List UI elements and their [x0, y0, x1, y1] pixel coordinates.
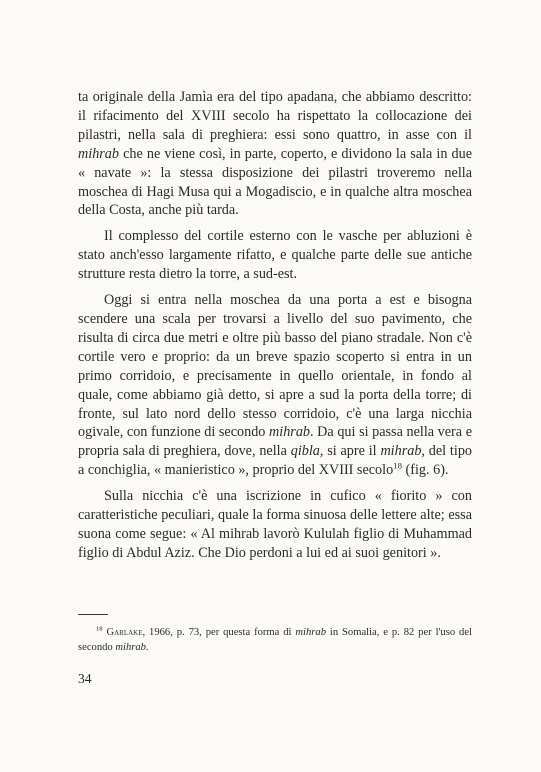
- italic-term: qibla,: [290, 443, 324, 460]
- body-text: [78, 88, 472, 563]
- italic-term: mihrab.: [115, 642, 149, 653]
- italic-term: mihrab: [78, 145, 119, 162]
- paragraph-3: [78, 291, 472, 480]
- footnote-reference: 18: [393, 460, 402, 471]
- footnote-number: 18: [96, 625, 103, 633]
- italic-term: mihrab,: [380, 443, 425, 460]
- text-run: del tipo a conchiglia, « manieristico », proprio del XVIII secolo: [78, 443, 473, 479]
- text-run: (fig. 6).: [401, 462, 449, 479]
- italic-term: mihrab: [269, 424, 311, 441]
- footnote-divider: [78, 614, 108, 615]
- footnote-text: [78, 625, 472, 655]
- text-run: si apre il: [323, 443, 381, 460]
- page-number: 34: [78, 671, 92, 686]
- paragraph-2: Il complesso del cortile esterno con le vasche per abluzioni è stato anch'esso largamente rifatto, e qualche parte delle sue antiche strutture resta dietro la torre, a sud-est.: [78, 228, 472, 283]
- text-run: . Da qui si passa nella vera e propria sala di preghiera, dove, nella: [78, 424, 472, 460]
- text-run: , 1966, p. 73, per questa forma di: [142, 627, 296, 638]
- text-run: in Somalia, e p. 82 per l'uso del secondo: [78, 627, 472, 653]
- text-run: ta originale della Jamìa era del tipo apadana, che abbiamo descritto: il rifacimento del XVIII secolo ha rispettato la collocazione dei pilastri, nella sala di preghiera: essi sono quattro, in asse con il: [78, 89, 472, 143]
- footnote: [78, 625, 472, 655]
- italic-term: mihrab: [295, 627, 326, 638]
- paragraph-4: Sulla nicchia c'è una iscrizione in cufico « fiorito » con caratteristiche peculiari, quale la forma sinuosa delle lettere alte; essa suona come segue: « Al mihrab lavorò Kululah figlio di Muhammad figlio di Abdul Aziz. Che Dio perdoni a lui ed ai suoi genitori ».: [78, 488, 472, 561]
- footnote-author: Garlake: [106, 627, 143, 638]
- text-run: Oggi si entra nella moschea da una porta a est e bisogna scendere una scala per trovarsi a livello del suo pavimento, che risulta di circa due metri e oltre più basso del piano stradale. Non c'è cortile vero e proprio: da un breve spazio scoperto si entra in un primo corridoio, e precisamente in quello orientale, in fondo al quale, come abbiamo già detto, si apre a sud la porta della torre; di fronte, sul lato nord dello stesso corridoio, c'è una larga nicchia ogivale, con funzione di secondo: [78, 292, 472, 441]
- paragraph-1: [78, 88, 472, 220]
- text-run: che ne viene così, in parte, coperto, e dividono la sala in due « navate »: la stessa disposizione dei pilastri troveremo nella moschea di Hagi Musa qui a Mogadiscio, e in qualche altra moschea della Costa, anche più tarda.: [78, 145, 472, 219]
